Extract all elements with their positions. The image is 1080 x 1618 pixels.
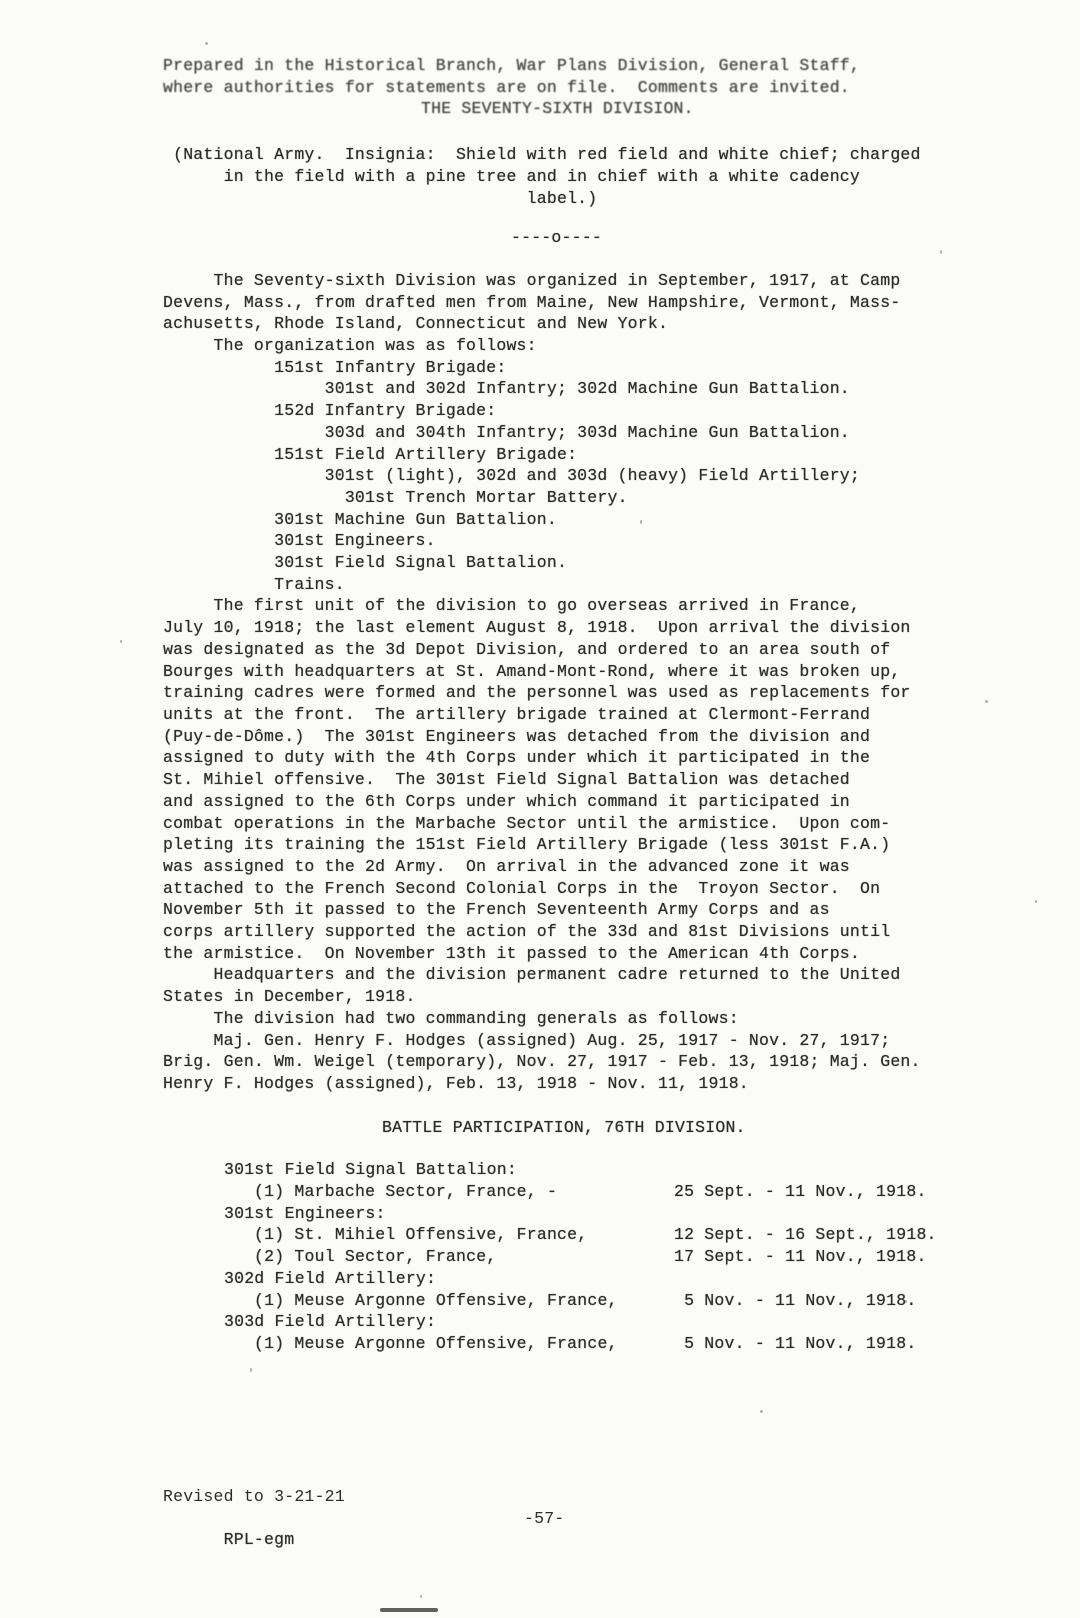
text-line: corps artillery supported the action of the 33d and 81st Divisions until (163, 922, 891, 942)
footer-second-line (163, 1508, 565, 1595)
text-line: 303d and 304th Infantry; 303d Machine Gun Battalion. (163, 422, 850, 442)
battle-entry-label: (1) Meuse Argonne Offensive, France, (254, 1333, 618, 1353)
battle-entry-row (163, 1246, 953, 1268)
revised-note: Revised to 3-21-21 (163, 1487, 345, 1506)
scan-speckle (905, 1300, 907, 1303)
battle-entry-label: (1) Marbache Sector, France, - (254, 1182, 558, 1202)
text-line: 151st Field Artillery Brigade: (163, 444, 578, 464)
text-line: July 10, 1918; the last element August 8, 1918. Upon arrival the division (163, 618, 911, 638)
scan-edge-smudge (380, 1608, 438, 1612)
text-line: The organization was as follows: (163, 336, 537, 356)
battle-entry-label: 303d Field Artillery: (224, 1312, 437, 1332)
separator-glyph: ----o---- (511, 228, 602, 248)
text-line: Henry F. Hodges (assigned), Feb. 13, 1918 - Nov. 11, 1918. (163, 1073, 749, 1093)
battle-entry-dates: 17 Sept. - 11 Nov., 1918. (674, 1247, 927, 1267)
text-line: Bourges with headquarters at St. Amand-Mont-Rond, where it was broken up, (163, 661, 901, 681)
battle-entry-row (163, 1224, 953, 1246)
text-line: was designated as the 3d Depot Division, and ordered to an area south of (163, 639, 891, 659)
text-line: 301st and 302d Infantry; 302d Machine Gun Battalion. (163, 379, 850, 399)
battle-participation-section (163, 1117, 953, 1139)
text-line: 301st Trench Mortar Battery. (163, 487, 628, 507)
text-line: was assigned to the 2d Army. On arrival in the advanced zone it was (163, 856, 850, 876)
battle-table (163, 1159, 953, 1354)
section-separator (163, 227, 953, 249)
text-line: Devens, Mass., from drafted men from Maine, New Hampshire, Vermont, Mass- (163, 292, 901, 312)
scan-speckle (120, 640, 122, 643)
header-note-line-2: where authorities for statements are on file. Comments are invited. (163, 77, 850, 97)
page-content (163, 55, 953, 1355)
text-line: achusetts, Rhode Island, Connecticut and New York. (163, 314, 669, 334)
text-line: Headquarters and the division permanent cadre returned to the United (163, 965, 901, 985)
text-line: in the field with a pine tree and in chief with a white cadency (163, 166, 861, 186)
text-line: pleting its training the 151st Field Artillery Brigade (less 301st F.A.) (163, 835, 891, 855)
insignia-note (163, 144, 953, 209)
text-line: Brig. Gen. Wm. Weigel (temporary), Nov. 27, 1917 - Feb. 13, 1918; Maj. Gen. (163, 1052, 921, 1072)
page-footer (163, 1486, 565, 1595)
text-line: and assigned to the 6th Corps under which command it participated in (163, 791, 850, 811)
text-line: the armistice. On November 13th it passed to the American 4th Corps. (163, 943, 861, 963)
typist-initials: RPL-egm (223, 1530, 295, 1550)
battle-entry-dates: 12 Sept. - 16 Sept., 1918. (674, 1225, 937, 1245)
body-text (163, 270, 953, 1095)
text-line: Maj. Gen. Henry F. Hodges (assigned) Aug. 25, 1917 - Nov. 27, 1917; (163, 1030, 891, 1050)
battle-unit-row (163, 1203, 953, 1225)
battle-entry-row (163, 1290, 953, 1312)
scan-speckle (420, 1595, 422, 1598)
text-line: The Seventy-sixth Division was organized in September, 1917, at Camp (163, 270, 901, 290)
text-line: 301st Engineers. (163, 531, 436, 551)
text-line: November 5th it passed to the French Seventeenth Army Corps and as (163, 900, 830, 920)
battle-unit-row (163, 1268, 953, 1290)
text-line: combat operations in the Marbache Sector until the armistice. Upon com- (163, 813, 891, 833)
text-line: 301st (light), 302d and 303d (heavy) Field Artillery; (163, 466, 861, 486)
text-line: States in December, 1918. (163, 987, 416, 1007)
page-number: -57- (524, 1508, 565, 1528)
battle-heading: BATTLE PARTICIPATION, 76TH DIVISION. (382, 1117, 746, 1137)
scan-speckle (985, 700, 988, 703)
battle-entry-dates: 5 Nov. - 11 Nov., 1918. (674, 1333, 917, 1353)
scan-speckle (1035, 900, 1037, 903)
scan-speckle (205, 42, 208, 45)
text-line: 151st Infantry Brigade: (163, 357, 507, 377)
scan-speckle (640, 520, 642, 524)
battle-entry-dates: 25 Sept. - 11 Nov., 1918. (674, 1182, 927, 1202)
text-line: St. Mihiel offensive. The 301st Field Signal Battalion was detached (163, 770, 850, 790)
text-line: (National Army. Insignia: Shield with red field and white chief; charged (163, 145, 921, 165)
battle-entry-label: (1) St. Mihiel Offensive, France, (254, 1225, 588, 1245)
header-note (163, 55, 953, 120)
battle-unit-row (163, 1311, 953, 1333)
scan-speckle (760, 1410, 763, 1413)
text-line: 301st Field Signal Battalion. (163, 553, 568, 573)
battle-entry-label: (1) Meuse Argonne Offensive, France, (254, 1290, 618, 1310)
page-title: THE SEVENTY-SIXTH DIVISION. (421, 99, 694, 119)
text-line: The division had two commanding generals as follows: (163, 1008, 739, 1028)
header-note-line-1: Prepared in the Historical Branch, War Plans Division, General Staff, (163, 56, 861, 75)
battle-entry-label: 301st Engineers: (224, 1203, 386, 1223)
text-line: attached to the French Second Colonial Corps in the Troyon Sector. On (163, 878, 881, 898)
battle-entry-dates: 5 Nov. - 11 Nov., 1918. (674, 1290, 917, 1310)
text-line: label.) (163, 188, 598, 208)
text-line: Trains. (163, 574, 345, 594)
battle-entry-row (163, 1181, 953, 1203)
scan-speckle (940, 250, 942, 254)
battle-entry-row (163, 1333, 953, 1355)
battle-entry-label: 301st Field Signal Battalion: (224, 1160, 517, 1180)
text-line: assigned to duty with the 4th Corps under which it participated in the (163, 748, 871, 768)
scan-speckle (250, 1368, 252, 1372)
text-line: The first unit of the division to go overseas arrived in France, (163, 596, 861, 616)
battle-entry-label: (2) Toul Sector, France, (254, 1247, 497, 1267)
battle-unit-row (163, 1159, 953, 1181)
text-line: training cadres were formed and the personnel was used as replacements for (163, 683, 911, 703)
text-line: 301st Machine Gun Battalion. (163, 509, 557, 529)
text-line: (Puy-de-Dôme.) The 301st Engineers was detached from the division and (163, 726, 871, 746)
text-line: 152d Infantry Brigade: (163, 401, 497, 421)
battle-entry-label: 302d Field Artillery: (224, 1268, 437, 1288)
text-line: units at the front. The artillery brigade trained at Clermont-Ferrand (163, 704, 871, 724)
